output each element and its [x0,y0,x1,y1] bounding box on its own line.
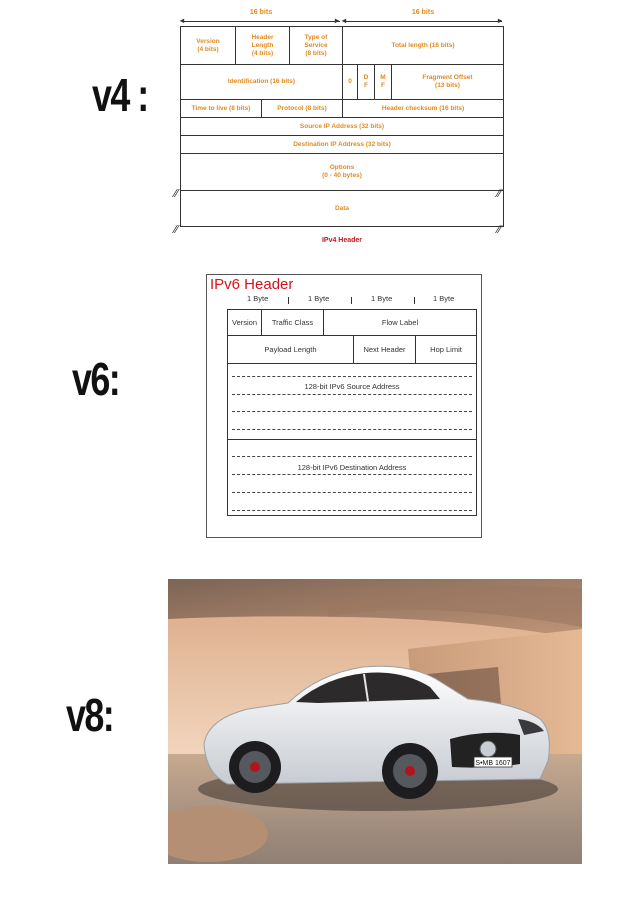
ipv4-caption: IPv4 Header [321,237,363,244]
destination-address-block [228,439,476,515]
car-photo [168,579,582,864]
bits-left-arrow [182,21,340,22]
bits-right-arrow [344,21,502,22]
ipv4-table [174,26,504,236]
source-ip-field: Source IP Address (32 bits) [299,122,385,130]
ipv6-table [227,309,477,516]
byte-label: 1 Byte [308,294,330,303]
ttl-field: Time to live (8 bits) [191,104,251,112]
payload-length-field: Payload Length [264,344,317,354]
destination-ip-field: Destination IP Address (32 bits) [293,140,391,148]
bits-right-label: 16 bits [411,9,435,16]
type-of-service-field: Type of Service (8 bits) [289,27,342,64]
header-length-field: Header Length (4 bits) [235,27,289,64]
total-length-field: Total length (16 bits) [342,27,503,64]
mf-flag-field: M F [374,65,391,99]
data-field: Data [334,204,350,212]
mercedes-coupe-image [168,579,582,864]
v4-label: v4 : [92,69,148,121]
byte-tick [414,297,415,304]
ipv4-bit-ruler: 16 bits 16 bits ◂ ▸ ◂ ▸ [180,9,503,25]
byte-label: 1 Byte [433,294,455,303]
byte-tick [288,297,289,304]
zero-flag-field: 0 [342,65,357,99]
break-mark-icon: ⁄⁄ [497,187,501,200]
source-address-label: 128-bit IPv6 Source Address [304,382,400,391]
break-mark-icon: ⁄⁄ [174,223,178,236]
v8-label: v8: [66,689,114,741]
break-mark-icon: ⁄⁄ [174,187,178,200]
byte-label: 1 Byte [371,294,393,303]
version-field: Version [231,318,258,327]
byte-label: 1 Byte [247,294,269,303]
traffic-class-field: Traffic Class [261,310,323,335]
byte-tick [351,297,352,304]
break-mark-icon: ⁄⁄ [497,223,501,236]
protocol-field: Protocol (8 bits) [261,100,342,117]
identification-field: Identification (16 bits) [227,78,296,85]
bits-left-label: 16 bits [249,9,273,16]
df-flag-field: D F [357,65,374,99]
v6-label: v6: [72,353,120,405]
destination-address-label: 128-bit IPv6 Destination Address [297,463,407,472]
flow-label-field: Flow Label [323,310,476,335]
options-field: Options (0 - 40 bytes) [322,164,362,179]
license-plate: S•MB 1607 [475,760,511,767]
checksum-field: Header checksum (16 bits) [342,100,503,117]
next-header-field: Next Header [353,335,415,363]
ipv6-header-diagram [206,274,482,538]
hop-limit-field: Hop Limit [415,335,476,363]
ipv6-title: IPv6 Header [210,276,294,293]
version-field: Version (4 bits) [196,37,220,53]
ipv4-header-diagram [174,8,504,244]
source-address-block [228,363,476,440]
fragment-offset-field: Fragment Offset (13 bits) [391,65,503,99]
